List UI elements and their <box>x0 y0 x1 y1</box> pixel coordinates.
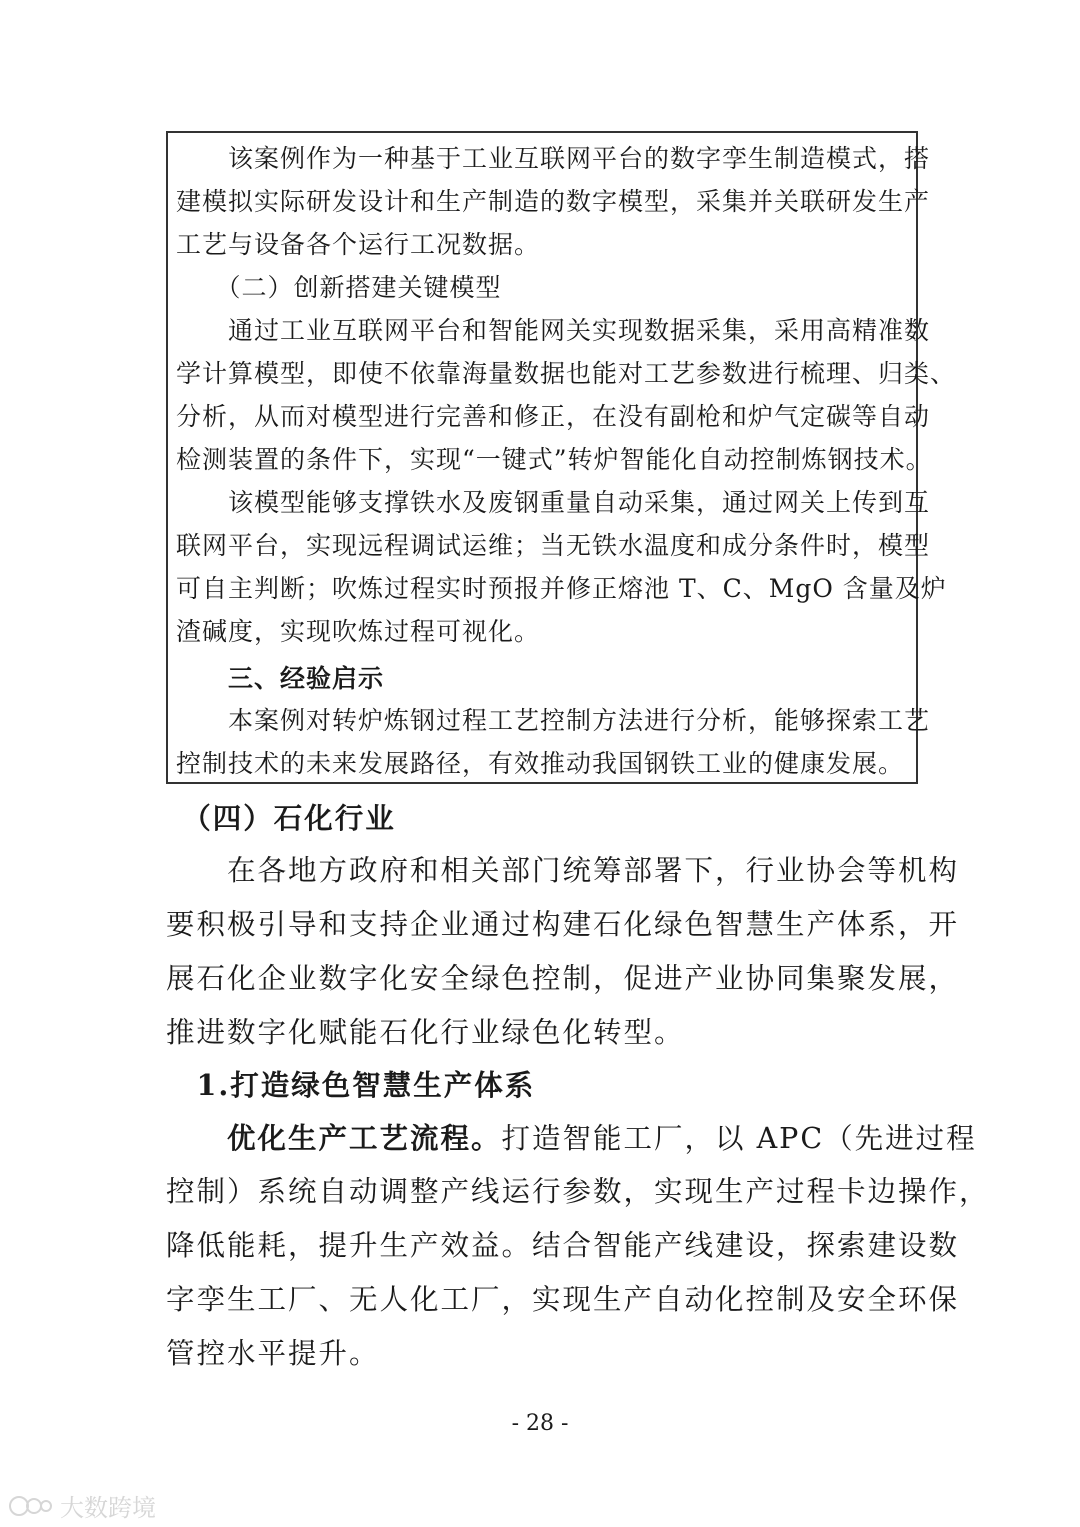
box-line: 联网平台，实现远程调试运维；当无铁水温度和成分条件时，模型 <box>176 531 931 560</box>
paragraph-line: 管控水平提升。 <box>166 1337 380 1370</box>
paragraph-text: 打造智能工厂，以 APC（先进过程 <box>501 1122 977 1155</box>
box-subheading: （二）创新搭建关键模型 <box>176 273 502 302</box>
page-number: - 28 - <box>511 1411 569 1436</box>
box-line: 学计算模型，即使不依靠海量数据也能对工艺参数进行梳理、归类、 <box>176 359 957 388</box>
paragraph-line: 要积极引导和支持企业通过构建石化绿色智慧生产体系，开 <box>166 908 960 941</box>
box-line: 检测装置的条件下，实现“一键式”转炉智能化自动控制炼钢技术。 <box>176 445 932 474</box>
box-line: 分析，从而对模型进行完善和修正，在没有副枪和炉气定碳等自动 <box>176 402 931 431</box>
box-line: 工艺与设备各个运行工况数据。 <box>176 230 541 259</box>
box-line: 通过工业互联网平台和智能网关实现数据采集，采用高精准数 <box>176 316 931 345</box>
paragraph-line <box>166 1121 977 1156</box>
paragraph-line: 降低能耗，提升生产效益。结合智能产线建设，探索建设数 <box>166 1229 960 1262</box>
box-line: 该案例作为一种基于工业互联网平台的数字孪生制造模式，搭 <box>176 144 931 173</box>
watermark-logo-icon <box>8 1493 54 1519</box>
watermark <box>8 1488 156 1523</box>
paragraph-line: 在各地方政府和相关部门统筹部署下，行业协会等机构 <box>166 854 960 887</box>
section-heading: （四）石化行业 <box>166 801 396 835</box>
watermark-text: 大数跨境 <box>60 1494 156 1522</box>
box-line: 可自主判断；吹炼过程实时预报并修正熔池 T、C、MgO 含量及炉 <box>176 574 947 603</box>
box-line: 建模拟实际研发设计和生产制造的数字模型，采集并关联研发生产 <box>176 187 931 216</box>
box-section-heading: 三、经验启示 <box>176 664 385 693</box>
box-line: 控制技术的未来发展路径，有效推动我国钢铁工业的健康发展。 <box>176 749 905 778</box>
box-line: 本案例对转炉炼钢过程工艺控制方法进行分析，能够探索工艺 <box>176 706 931 735</box>
paragraph-line: 展石化企业数字化安全绿色控制，促进产业协同集聚发展， <box>166 962 960 995</box>
paragraph-line: 推进数字化赋能石化行业绿色化转型。 <box>166 1016 685 1049</box>
subheading: 1.打造绿色智慧生产体系 <box>166 1068 536 1102</box>
paragraph-line: 控制）系统自动调整产线运行参数，实现生产过程卡边操作， <box>166 1175 990 1208</box>
lead-phrase: 优化生产工艺流程。 <box>166 1121 502 1155</box>
box-line: 渣碱度，实现吹炼过程可视化。 <box>176 617 541 646</box>
paragraph-line: 字孪生工厂、无人化工厂，实现生产自动化控制及安全环保 <box>166 1283 960 1316</box>
box-line: 该模型能够支撑铁水及废钢重量自动采集，通过网关上传到互 <box>176 488 931 517</box>
